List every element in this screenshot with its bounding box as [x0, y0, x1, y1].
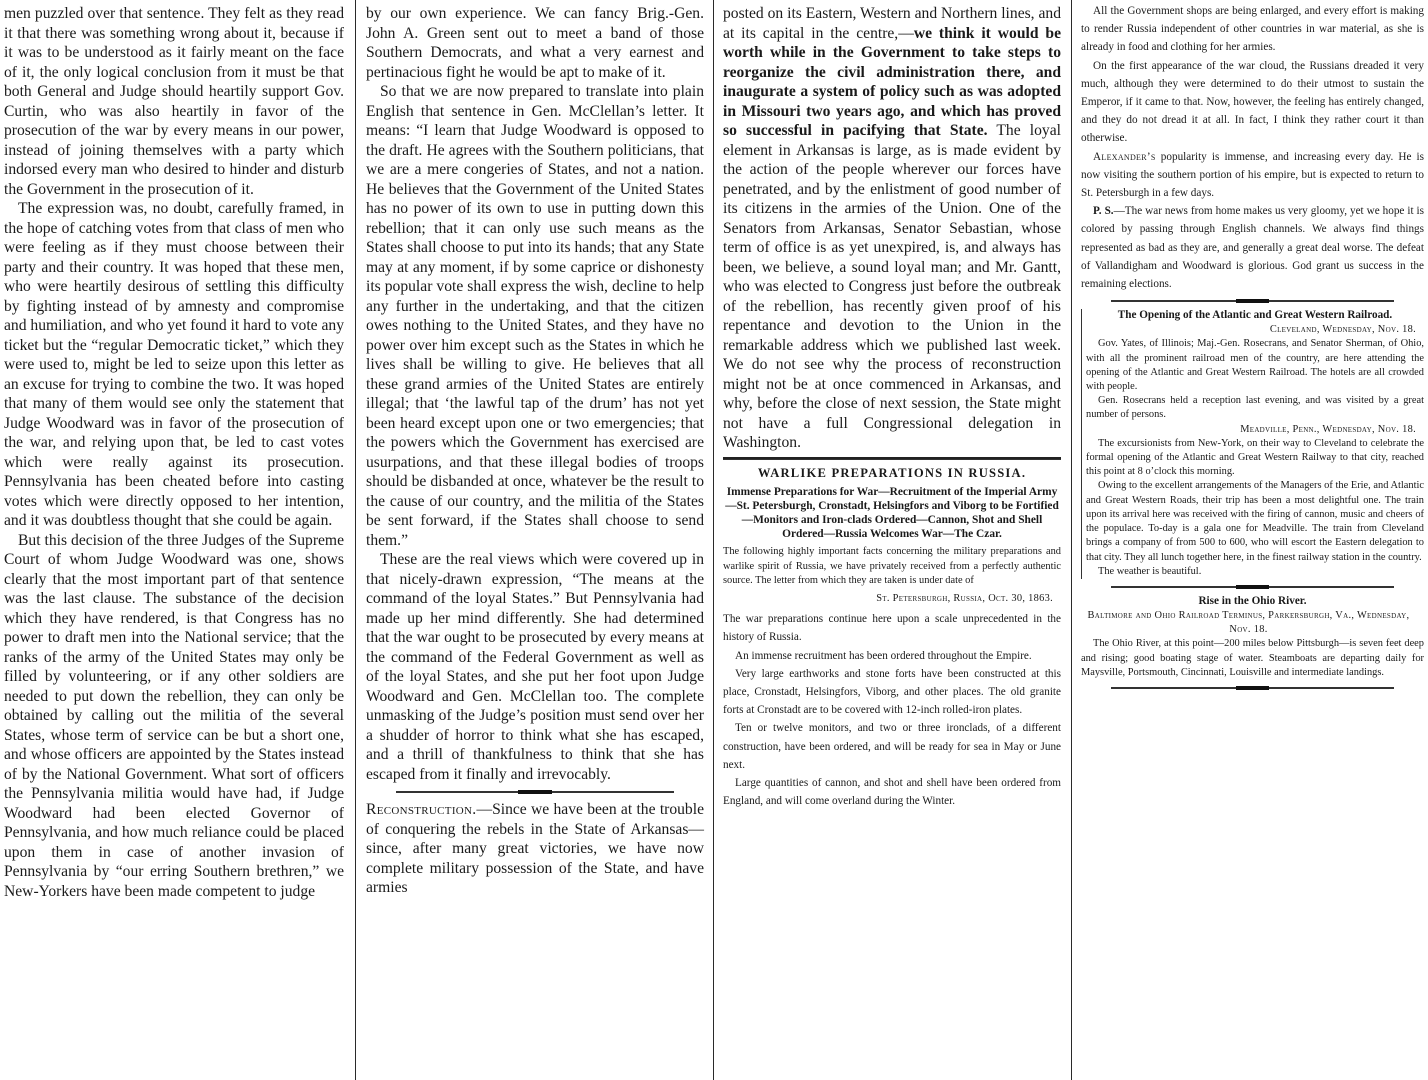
paragraph-text: posted on its Eastern, Western and Northern lines, and at its capital in the centre,—	[723, 5, 1061, 42]
column-rule	[355, 0, 356, 1080]
column-rule	[1071, 0, 1072, 1080]
paragraph: Very large earthworks and stone forts have been constructed at this place, Cronstadt, Helsingfors, Viborg, and other places. The old granite forts at Cronstadt are to be covered with 12-inch rolled-iron plates.	[723, 667, 1061, 717]
paragraph: All the Government shops are being enlarged, and every effort is making to render Russia independent of other countries in war material, as she is already in food and clothing for her armies.	[1081, 5, 1424, 54]
paragraph: On the first appearance of the war cloud, the Russians dreaded it very much, although they were determined to do their utmost to sustain the Emperor, if it came to that. Now, however, the feeling has entirely changed, and they do not dread it at all. In fact, I think they rather court it than otherwise.	[1081, 59, 1424, 145]
paragraph: Owing to the excellent arrangements of the Managers of the Erie, and Atlantic and Great Western Roads, their trip has been a most delightful one. The train upon its arrival here was received with the firing of cannon, music and cheers of the populace. To-day is a gala one for Meadville. The train from Cleveland brings a company of from 500 to 600, who will escort the Eastern delegation to that city. They all lunch together here, in the finest railway station in the country.	[1086, 480, 1424, 563]
paragraph: The excursionists from New-York, on their way to Cleveland to celebrate the formal opening of the Atlantic and Great Western Railway to that city, reached this point at 8 o’clock this morning.	[1086, 437, 1424, 478]
paragraph: So that we are now prepared to translate into plain English that sentence in Gen. McClellan’s letter. It means: “I learn that Judge Woodward is opposed to the draft. He agrees with the Southern politicians, that we are a mere congeries of States, and not a nation. He believes that the Government of the United States has no power of its own to use in putting down this rebellion; that it can only use such means as the States shall choose to put into its hands; that any State may at any moment, if by some caprice or dishonesty its popular vote shall express the wish, decline to help any further in the undertaking, and that the citizen owes nothing to the United States, and they have no power over him except such as the States in which he lives shall be willing to give. He believes that all these grand armies of the United States are entirely illegal; that ‘the lawful tap of the drum’ has not yet been heard except upon one or two emergencies; that the powers which the Government has exercised are usurpations, and that these illegal bodies of troops should be disbanded at once, whatever be the result to the cause of our country, and the militia of the States be sent forward, if the States shall choose to send them.”	[366, 83, 704, 549]
lead-in: Alexander’s	[1093, 150, 1156, 163]
paragraph-reconstruction	[366, 800, 704, 898]
column-3	[717, 0, 1067, 1080]
paragraph: The expression was, no doubt, carefully framed, in the hope of catching votes from that class of men who were feeling as if they must choose between their party and their country. It was hoped that these men, who were heartily desirous of settling this difficulty by fighting instead of by amnesty and compromise and humiliation, and who yet found it hard to vote any ticket but the “regular Democratic ticket,” which they were used to, might be led to seize upon this letter as an excuse for trying to combine the two. It was hoped that many of them would see only the statement that Judge Woodward was in favor of the prosecution of the war, and relying upon that, be led to cast votes which were really against its prosecution. Pennsylvania has been cheated before into casting votes which were directly opposed to her intention, and it was doubtless thought that she could be again.	[4, 200, 344, 529]
paragraph: men puzzled over that sentence. They felt as they read it that there was something wrong about it, because if it was to be understood as it fairly meant on the face of it, the only logical conclusion from it must be that both General and Judge should heartily support Gov. Curtin, who was also heartily in favor of the prosecution of the war by every means in our power, instead of joining themselves with a party which indorsed every man who desired to hinder and disturb the Government in the prosecution of it.	[4, 5, 344, 198]
dateline: Meadville, Penn., Wednesday, Nov. 18.	[1240, 423, 1416, 435]
emphasized-text: we think it would be worth while in the Government to take steps to reorganize the civil administration there, and inaugurate a system of policy such as was adopted in Missouri two years ago, and which has proved so successful in pacifying that State.	[723, 24, 1061, 139]
paragraph-text: The loyal element in Arkansas is large, as is made evident by the action of the people wherever our forces have penetrated, and by the enlistment of good number of its citizens in the armies of the Union. One of the Senators from Arkansas, Senator Sebastian, whose term of office is as yet unexpired, is, and always has been, we believe, a sound loyal man; and Mr. Gantt, who was elected to Congress just before the outbreak of the rebellion, has recently given proof of his repentance and devotion to the Union in the remarkable address which we published last week. We do not see why the process of reconstruction might not be at once commenced in Arkansas, and why, before the close of next session, the State might not have a full Congressional delegation in Washington.	[723, 122, 1061, 451]
paragraph: Gov. Yates, of Illinois; Maj.-Gen. Rosecrans, and Senator Sherman, of Ohio, with all the prominent railroad men of the country, are here attending the opening of the Atlantic and Great Western Railroad. The hotels are all crowded with people.	[1086, 338, 1424, 393]
dateline: St. Petersburgh, Russia, Oct. 30, 1863.	[876, 592, 1053, 604]
paragraph: These are the real views which were covered up in that nicely-drawn expression, “The means at the command of the loyal States.” But Pennsylvania had made up her mind differently. She had determined that the war ought to be prosecuted by every means at the command of the Federal Government as well as of the loyal States, and she put her foot upon Judge Woodward and Gen. McClellan too. The complete unmasking of the Judge’s position must send over her a shudder of horror to think what she has escaped, and a thrill of thankfulness to think that she has escaped from it finally and irrevocably.	[366, 551, 704, 783]
section-divider	[1111, 296, 1394, 306]
dateline: Baltimore and Ohio Railroad Terminus, Parkersburgh, Va., Wednesday, Nov. 18.	[1087, 609, 1410, 636]
article-headline: WARLIKE PREPARATIONS IN RUSSIA.	[757, 465, 1027, 480]
lead-in: Reconstruction.	[366, 801, 477, 818]
paragraph: The following highly important facts concerning the military preparations and warlike spirit of Russia, we have privately received from a perfectly authentic source. The letter from which they are taken is under date of	[723, 546, 1061, 586]
paragraph	[1081, 148, 1424, 203]
paragraph	[723, 4, 1061, 453]
paragraph-text: —Since we have been at the trouble of conquering the rebels in the State of Arkansas—since, after many great victories, we have now complete military possession of the State, and have armies	[366, 801, 704, 896]
column-2	[360, 0, 710, 1080]
section-divider	[1111, 683, 1394, 693]
paragraph	[1081, 202, 1424, 293]
paragraph: The war preparations continue here upon a scale unprecedented in the history of Russia.	[723, 613, 1061, 644]
paragraph: Ten or twelve monitors, and two or three ironclads, of a different construction, have been ordered, and will be ready for sea in May or June next.	[723, 722, 1061, 771]
article-headline: Rise in the Ohio River.	[1198, 594, 1307, 607]
section-divider	[396, 787, 674, 797]
section-divider	[1111, 582, 1394, 592]
article-subheadline: Immense Preparations for War—Recruitment of the Imperial Army—St. Petersburgh, Cronstadt, Helsingfors and Viborg to be Fortified—Monitors and Iron-clads Ordered—Cannon, Shot and Shell Ordered—Russia Welcomes War—The Czar.	[725, 485, 1059, 541]
paragraph-text: popularity is immense, and increasing every day. He is now visiting the southern portion of his empire, but is expected to return to St. Petersburgh in a few days.	[1081, 150, 1424, 200]
column-rule	[713, 0, 714, 1080]
paragraph-text: —The war news from home makes us very gloomy, yet we hope it is colored by passing through English channels. We always find things represented as bad as they are, and generally a great deal worse. The defeat of Vallandigham and Woodward is glorious. God grant us success in the remaining elections.	[1081, 205, 1425, 291]
column-4	[1075, 0, 1428, 1080]
paragraph: by our own experience. We can fancy Brig.-Gen. John A. Green sent out to meet a band of those Southern Democrats, and what a very earnest and pertinacious fight he would be apt to make of it.	[366, 5, 704, 81]
paragraph: But this decision of the three Judges of the Supreme Court of whom Judge Woodward was one, shows clearly that the most important part of that sentence was the last clause. The substance of the decision which they have rendered, is that Congress has no power to draft men into the National service; that the ranks of the army of the United States may only be filled by volunteering, or if any other soldiers are needed to put down the rebellion, they can only be obtained by calling out the militia of the several States, whose term of service can be but a short one, and whose officers are appointed by the States instead of by the National Government. What sort of officers the Pennsylvania militia would have had, if Judge Woodward had been elected Governor of Pennsylvania, and how much reliance could be placed upon them in case of another invasion of Pennsylvania by “our erring Southern brethren,” we New-Yorkers have been made competent to judge	[4, 531, 344, 900]
dateline: Cleveland, Wednesday, Nov. 18.	[1269, 324, 1416, 336]
paragraph: The Ohio River, at this point—200 miles below Pittsburgh—is seven feet deep and rising; good boating stage of water. Steamboats are departing daily for Maysville, Portsmouth, Cincinnati, Louisville and intermediate landings.	[1081, 638, 1424, 678]
paragraph: Large quantities of cannon, and shot and shell have been ordered from England, and will come overland during the Winter.	[723, 776, 1061, 808]
column-1	[0, 0, 350, 1080]
paragraph: An immense recruitment has been ordered throughout the Empire.	[735, 649, 1032, 662]
article-headline: The Opening of the Atlantic and Great Western Railroad.	[1117, 309, 1393, 322]
paragraph: Gen. Rosecrans held a reception last evening, and was visited by a great number of persons.	[1086, 395, 1424, 421]
lead-in: P. S.	[1093, 205, 1114, 218]
paragraph: The weather is beautiful.	[1098, 565, 1202, 577]
